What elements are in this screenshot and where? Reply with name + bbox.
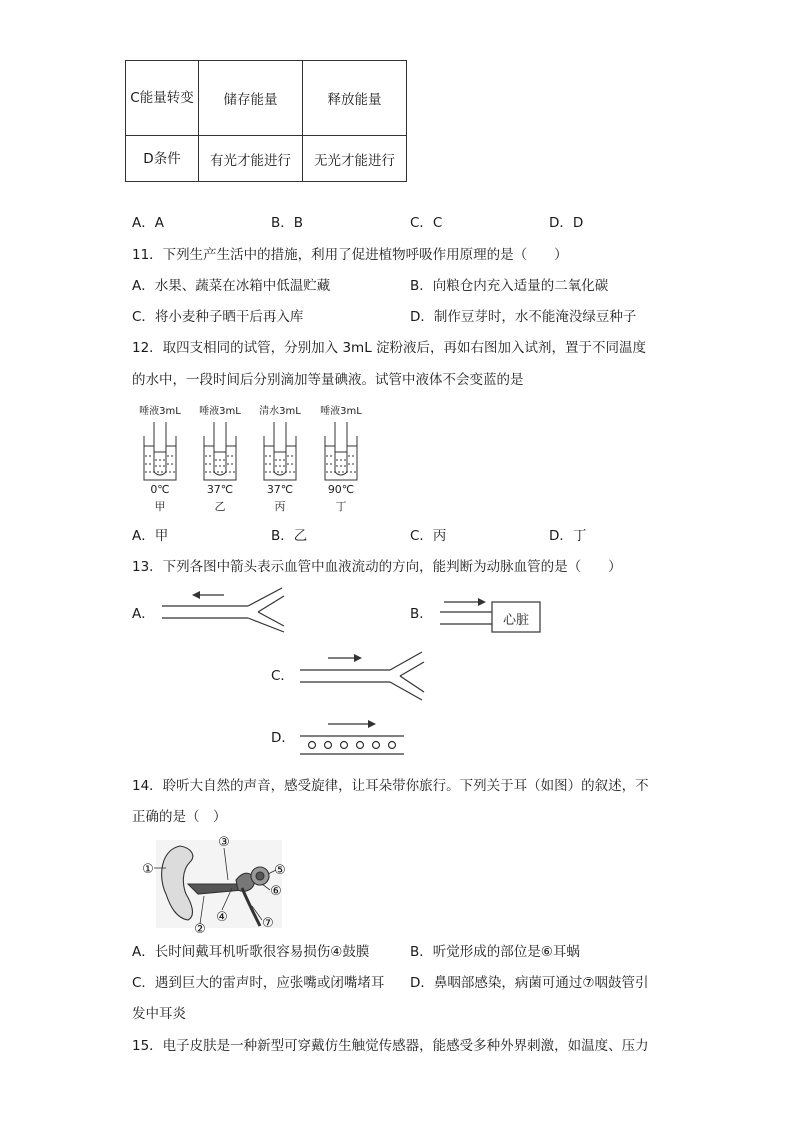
q13-label-d: D． — [271, 730, 295, 746]
arrow-right-icon — [354, 654, 362, 662]
test-tube-beaker — [204, 422, 236, 480]
vessel-diagram-a — [160, 586, 290, 636]
q11-option-c: C．将小麦种子晒干后再入库 — [132, 309, 304, 325]
ear-label: ⑦ — [262, 916, 274, 931]
heart-label: 心脏 — [502, 613, 529, 628]
table-row — [126, 136, 407, 182]
q13-label-c: C． — [271, 668, 294, 684]
tube-reagent-label: 唾液3mL — [139, 406, 181, 417]
q10-option-b: B．B — [271, 215, 304, 231]
test-tube-figure — [130, 400, 390, 518]
q14-option-d-line1: D．鼻咽部感染，病菌可通过⑦咽鼓管引 — [410, 975, 649, 991]
test-tube-beaker — [144, 422, 176, 480]
vessel-diagram-c — [298, 648, 428, 703]
ear-label: ④ — [216, 910, 228, 925]
q12-option-c: C．丙 — [410, 528, 447, 544]
tube-temp-label: 0℃ — [150, 483, 170, 496]
q12-option-d: D．丁 — [549, 528, 587, 544]
test-tube-beaker — [264, 422, 296, 480]
q12-stem-line2: 的水中，一段时间后分别滴加等量碘液。试管中液体不会变蓝的是 — [132, 372, 524, 388]
q10-option-d: D．D — [549, 215, 584, 231]
q14-option-b: B．听觉形成的部位是⑥耳蜗 — [410, 944, 580, 960]
test-tube-beaker — [325, 422, 357, 480]
tube-name-label: 甲 — [154, 500, 166, 513]
table-cell: D条件 — [126, 136, 199, 182]
ear-structure-figure — [138, 834, 300, 934]
tube-name-label: 丁 — [335, 500, 347, 513]
ear-label: ① — [142, 862, 154, 877]
q11-option-b: B．向粮仓内充入适量的二氧化碳 — [410, 278, 609, 294]
q10-option-a: A．A — [132, 215, 164, 231]
q14-stem-line1: 14．聆听大自然的声音，感受旋律，让耳朵带你旅行。下列关于耳（如图）的叙述，不 — [132, 778, 649, 794]
q12-option-b: B．乙 — [271, 528, 308, 544]
arrow-right-icon — [368, 720, 376, 728]
table-cell: C能量转变 — [126, 61, 199, 136]
table-cell: 无光才能进行 — [303, 136, 407, 182]
q15-stem-line1: 15．电子皮肤是一种新型可穿戴仿生触觉传感器，能感受多种外界刺激，如温度、压力 — [132, 1038, 649, 1054]
arrow-left-icon — [192, 591, 200, 599]
q14-stem-line2: 正确的是（ ） — [132, 809, 227, 825]
q11-stem: 11．下列生产生活中的措施，利用了促进植物呼吸作用原理的是（ ） — [132, 247, 568, 263]
q13-stem: 13．下列各图中箭头表示血管中血液流动的方向，能判断为动脉血管的是（ ） — [132, 559, 622, 575]
tube-name-label: 乙 — [214, 500, 226, 513]
ear-label: ③ — [218, 835, 230, 850]
q10-option-c: C．C — [410, 215, 443, 231]
tube-temp-label: 37℃ — [266, 483, 294, 496]
q11-option-a: A．水果、蔬菜在冰箱中低温贮藏 — [132, 278, 331, 294]
q13-label-a: A． — [132, 606, 155, 622]
table-cell: 释放能量 — [303, 61, 407, 136]
ear-label: ② — [194, 922, 206, 934]
tube-reagent-label: 唾液3mL — [199, 406, 241, 417]
q14-option-c: C．遇到巨大的雷声时，应张嘴或闭嘴堵耳 — [132, 975, 385, 991]
tube-reagent-label: 唾液3mL — [320, 406, 362, 417]
ear-label: ⑤ — [274, 863, 286, 878]
tube-temp-label: 37℃ — [206, 483, 234, 496]
ear-label: ⑥ — [270, 884, 282, 899]
q14-option-a: A．长时间戴耳机听歌很容易损伤④鼓膜 — [132, 944, 370, 960]
q11-option-d: D．制作豆芽时，水不能淹没绿豆种子 — [410, 309, 637, 325]
comparison-table — [125, 60, 407, 182]
q14-option-d-line2: 发中耳炎 — [132, 1006, 186, 1022]
tube-temp-label: 90℃ — [327, 483, 355, 496]
q12-stem-line1: 12．取四支相同的试管，分别加入 3mL 淀粉液后，再如右图加入试剂，置于不同温度 — [132, 340, 647, 356]
tube-name-label: 丙 — [274, 500, 286, 513]
tube-reagent-label: 清水3mL — [259, 406, 301, 417]
table-row — [126, 61, 407, 136]
q13-label-b: B． — [410, 606, 433, 622]
q12-option-a: A．甲 — [132, 528, 169, 544]
vessel-diagram-d — [298, 716, 408, 758]
table-cell: 有光才能进行 — [199, 136, 303, 182]
arrow-right-icon — [478, 598, 486, 606]
table-cell: 储存能量 — [199, 61, 303, 136]
